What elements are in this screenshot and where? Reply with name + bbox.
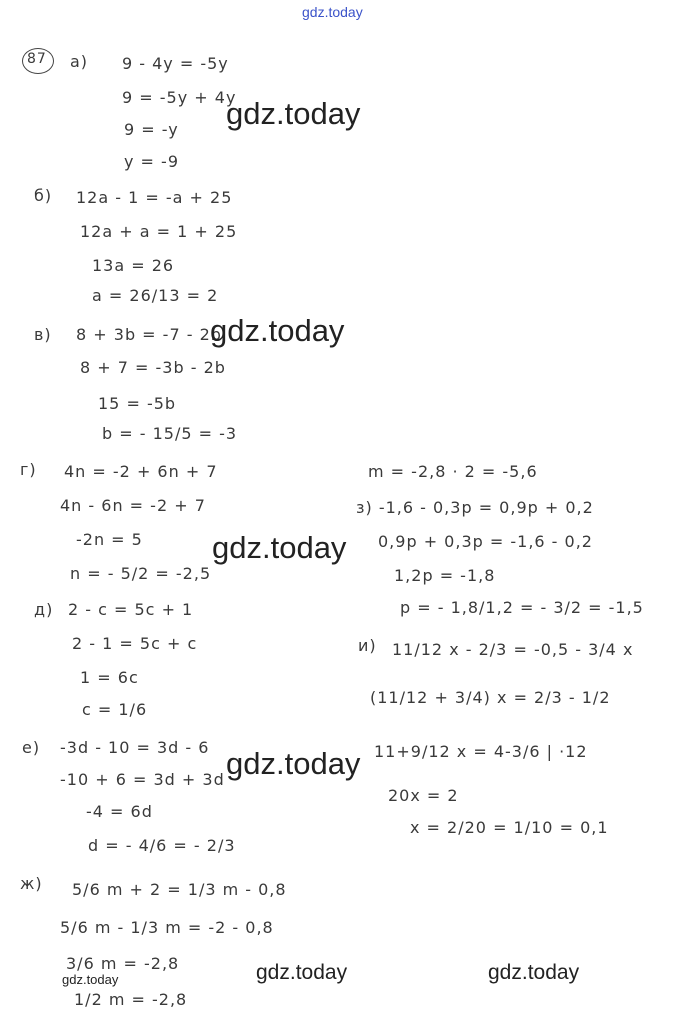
part-i-line-2: (11/12 + 3/4) x = 2/3 - 1/2 [370, 688, 611, 707]
part-i-line-5: x = 2/20 = 1/10 = 0,1 [410, 818, 609, 837]
part-g-line-3: -2n = 5 [76, 530, 143, 549]
watermark-5: gdz.today [256, 961, 348, 984]
part-i-line-1: 11/12 x - 2/3 = -0,5 - 3/4 x [392, 640, 634, 659]
part-zh-line-3: 3/6 m = -2,8 [66, 954, 180, 973]
watermark-1: gdz.today [226, 96, 361, 131]
top-watermark: gdz.today [302, 4, 363, 20]
part-z-line-3: 1,2p = -1,8 [394, 566, 496, 585]
part-v-label: в) [34, 325, 52, 344]
part-g-line-1: 4n = -2 + 6n + 7 [64, 462, 218, 481]
part-zh-line-1: 5/6 m + 2 = 1/3 m - 0,8 [72, 880, 287, 899]
part-b-line-3: 13a = 26 [92, 256, 175, 275]
part-g-line-4: n = - 5/2 = -2,5 [70, 564, 212, 583]
part-i-line-3: 11+9/12 x = 4-3/6 | ·12 [374, 742, 588, 761]
part-e-label: е) [22, 738, 41, 757]
part-zh-label: ж) [20, 874, 43, 893]
problem-number: 87 [27, 51, 47, 67]
part-a-line-2: 9 = -5y + 4y [122, 88, 237, 107]
part-a-line-1: 9 - 4y = -5y [122, 54, 229, 73]
part-g-line-2: 4n - 6n = -2 + 7 [60, 496, 206, 515]
part-e-line-4: d = - 4/6 = - 2/3 [88, 836, 236, 855]
part-e-line-2: -10 + 6 = 3d + 3d [60, 770, 225, 789]
part-d-line-4: c = 1/6 [82, 700, 148, 719]
watermark-2: gdz.today [210, 313, 345, 348]
part-zh-result: m = -2,8 · 2 = -5,6 [368, 462, 538, 481]
part-i-line-4: 20x = 2 [388, 786, 459, 805]
part-d-line-3: 1 = 6c [80, 668, 139, 687]
part-zh-line-2: 5/6 m - 1/3 m = -2 - 0,8 [60, 918, 274, 937]
part-b-line-2: 12a + a = 1 + 25 [80, 222, 238, 241]
watermark-3: gdz.today [212, 530, 347, 565]
watermark-4: gdz.today [226, 746, 361, 781]
part-e-line-3: -4 = 6d [86, 802, 153, 821]
part-i-label: и) [358, 636, 377, 655]
part-z-line-1: з) -1,6 - 0,3p = 0,9p + 0,2 [356, 498, 594, 517]
part-b-label: б) [34, 186, 53, 205]
part-v-line-1: 8 + 3b = -7 - 2b [76, 325, 222, 344]
part-v-line-4: b = - 15/5 = -3 [102, 424, 238, 443]
part-b-line-1: 12a - 1 = -a + 25 [76, 188, 233, 207]
part-z-line-4: p = - 1,8/1,2 = - 3/2 = -1,5 [400, 598, 644, 617]
part-v-line-2: 8 + 7 = -3b - 2b [80, 358, 226, 377]
part-d-label: д) [34, 600, 54, 619]
part-zh-line-4: 1/2 m = -2,8 [74, 990, 188, 1009]
watermark-small: gdz.today [62, 972, 119, 987]
part-a-label: a) [70, 52, 89, 71]
part-a-line-3: 9 = -y [124, 120, 179, 139]
part-e-line-1: -3d - 10 = 3d - 6 [60, 738, 210, 757]
part-v-line-3: 15 = -5b [98, 394, 177, 413]
part-d-line-1: 2 - c = 5c + 1 [68, 600, 194, 619]
part-z-line-2: 0,9p + 0,3p = -1,6 - 0,2 [378, 532, 593, 551]
part-g-label: г) [20, 460, 37, 479]
part-b-line-4: a = 26/13 = 2 [92, 286, 219, 305]
part-a-line-4: y = -9 [124, 152, 179, 171]
watermark-6: gdz.today [488, 961, 580, 984]
part-d-line-2: 2 - 1 = 5c + c [72, 634, 198, 653]
